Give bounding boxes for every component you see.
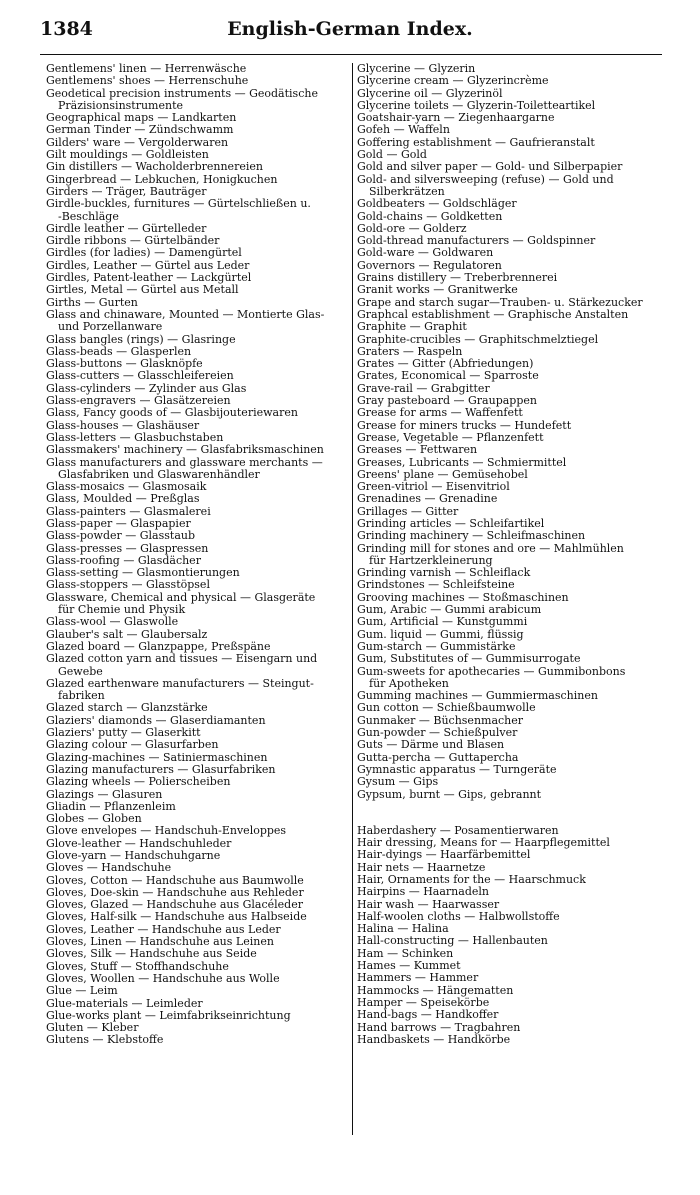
page-title: English-German Index.: [227, 18, 473, 40]
entry-text: Glazing-machines — Satiniermaschinen: [46, 750, 268, 764]
entry-text: Gentlemens' shoes — Herrenschuhe: [46, 74, 249, 88]
entry-text: Glycerine oil — Glyzerinöl: [357, 86, 503, 100]
entry-text: Gold-ware — Goldwaren: [357, 246, 494, 260]
entry-text: Geodetical precision instruments — Geodätische: [46, 86, 318, 100]
entry-text: Glass-cylinders — Zylinder aus Glas: [46, 381, 247, 395]
entry-text: Hair wash — Haarwasser: [357, 897, 500, 911]
entry-text: Gold-chains — Goldketten: [357, 209, 503, 223]
index-entry: [46, 1034, 350, 1046]
entry-text: Glass-powder — Glasstaub: [46, 529, 196, 543]
entry-text: Haberdashery — Posamentierwaren: [357, 823, 559, 837]
entry-text: Grinding machinery — Schleifmaschinen: [357, 529, 586, 543]
entry-text: Glass-presses — Glaspressen: [46, 541, 209, 555]
entry-text: Gofeh — Waffeln: [357, 123, 450, 137]
entry-text: Gloves, Doe-skin — Handschuhe aus Rehleder: [46, 885, 304, 899]
entry-text: Grillages — Gitter: [357, 504, 459, 518]
index-entry: [46, 198, 350, 223]
entry-text: Gin distillers — Wacholderbrennereien: [46, 160, 263, 174]
entry-text: Glass-beads — Glasperlen: [46, 344, 192, 358]
entry-text: Glycerine — Glyzerin: [357, 62, 476, 75]
entry-text: Graters — Raspeln: [357, 344, 463, 358]
entry-text: Geographical maps — Landkarten: [46, 111, 237, 125]
entry-continuation: Präzisionsinstrumente: [58, 98, 184, 112]
entry-text: Glazing manufacturers — Glasurfabriken: [46, 762, 276, 776]
entry-text: Girdles, Patent-leather — Lackgürtel: [46, 271, 252, 285]
header-rule: [40, 54, 662, 55]
entry-text: Hamper — Speisekörbe: [357, 995, 490, 1009]
entry-text: Greases — Fettwaren: [357, 443, 478, 457]
entry-text: Goldbeaters — Goldschläger: [357, 197, 517, 211]
entry-text: Hand barrows — Tragbahren: [357, 1020, 521, 1034]
entry-text: Gum-starch — Gummistärke: [357, 639, 516, 653]
entry-text: Glazings — Glasuren: [46, 787, 163, 801]
entry-text: Gloves, Leather — Handschuhe aus Leder: [46, 922, 281, 936]
entry-text: Granit works — Granitwerke: [357, 283, 518, 297]
entry-text: Gloves, Glazed — Handschuhe aus Glacéleder: [46, 898, 303, 912]
entry-text: Gilt mouldings — Goldleisten: [46, 148, 209, 162]
entry-text: Gilders' ware — Vergolderwaren: [46, 135, 229, 149]
entry-text: Glass-roofing — Glasdächer: [46, 553, 201, 567]
entry-text: Glove envelopes — Handschuh-Enveloppes: [46, 824, 287, 838]
entry-text: Glass-paper — Glaspapier: [46, 516, 191, 530]
entry-text: Gold-ore — Golderz: [357, 221, 467, 235]
section-gap: [357, 801, 663, 825]
entry-text: Glass-painters — Glasmalerei: [46, 504, 211, 518]
entry-text: Glass bangles (rings) — Glasringe: [46, 332, 236, 346]
entry-text: Gloves, Stuff — Stoffhandschuhe: [46, 959, 229, 973]
page-header: [40, 18, 660, 46]
entry-text: Girtles, Metal — Gürtel aus Metall: [46, 283, 239, 297]
entry-text: Glazing wheels — Polierscheiben: [46, 775, 231, 789]
index-entry: [357, 174, 663, 199]
entry-text: Girdle-buckles, furnitures — Gürtelschließen u.: [46, 197, 311, 211]
index-entry: [46, 309, 350, 334]
entry-text: Gliadin — Pflanzenleim: [46, 799, 176, 813]
entry-text: Gold- and silversweeping (refuse) — Gold und: [357, 172, 614, 186]
entry-text: Gum, Substitutes of — Gummisurrogate: [357, 652, 581, 666]
entry-text: Glass manufacturers and glassware merchants —: [46, 455, 323, 469]
entry-text: Hair nets — Haarnetze: [357, 860, 486, 874]
page-number: 1384: [40, 18, 93, 40]
entry-text: Gloves, Silk — Handschuhe aus Seide: [46, 947, 257, 961]
entry-text: Grates — Gitter (Abfriedungen): [357, 357, 534, 371]
entry-continuation: Glasfabriken und Glaswarenhändler: [58, 467, 260, 481]
entry-text: Girders — Träger, Bauträger: [46, 184, 207, 198]
entry-text: Gutta-percha — Guttapercha: [357, 750, 519, 764]
entry-continuation: für Hartzerkleinerung: [369, 553, 493, 567]
entry-text: Hall-constructing — Hallenbauten: [357, 934, 548, 948]
entry-text: Glue-works plant — Leimfabrikseinrichtung: [46, 1008, 291, 1022]
entry-text: Green-vitriol — Eisenvitriol: [357, 480, 510, 494]
entry-text: Globes — Globen: [46, 812, 142, 826]
entry-text: Grape and starch sugar—Trauben- u. Stärkezucker: [357, 295, 643, 309]
entry-text: Gumming machines — Gummiermaschinen: [357, 689, 598, 703]
entry-text: Glass-letters — Glasbuchstaben: [46, 430, 224, 444]
entry-text: Gloves, Linen — Handschuhe aus Leinen: [46, 935, 274, 949]
entry-text: Goatshair-yarn — Ziegenhaargarne: [357, 111, 555, 125]
entry-text: Graphite-crucibles — Graphitschmelztiegel: [357, 332, 599, 346]
entry-text: Grinding varnish — Schleiflack: [357, 566, 531, 580]
entry-text: Glutens — Klebstoffe: [46, 1033, 164, 1047]
entry-continuation: für Apotheken: [369, 676, 449, 690]
entry-text: Glass-buttons — Glasknöpfe: [46, 357, 203, 371]
entry-text: Gold — Gold: [357, 148, 427, 162]
entry-text: Guts — Därme und Blasen: [357, 738, 505, 752]
entry-text: Glove-leather — Handschuhleder: [46, 836, 232, 850]
entry-text: Grease for arms — Waffenfett: [357, 406, 523, 420]
entry-text: Gentlemens' linen — Herrenwäsche: [46, 62, 247, 75]
entry-text: Girths — Gurten: [46, 295, 138, 309]
entry-text: Gingerbread — Lebkuchen, Honigkuchen: [46, 172, 278, 186]
entry-text: Ham — Schinken: [357, 946, 454, 960]
entry-text: Grease, Vegetable — Pflanzenfett: [357, 430, 544, 444]
entry-text: Glass, Moulded — Preßglas: [46, 492, 200, 506]
left-column: [46, 63, 350, 1047]
entry-text: Glazed starch — Glanzstärke: [46, 701, 208, 715]
entry-continuation: fabriken: [58, 689, 105, 703]
entry-text: Glassmakers' machinery — Glasfabriksmaschinen: [46, 443, 324, 457]
entry-text: Glazed board — Glanzpappe, Preßspäne: [46, 639, 271, 653]
right-column: [357, 63, 663, 1046]
entry-text: Grenadines — Grenadine: [357, 492, 498, 506]
entry-text: Glass-mosaics — Glasmosaik: [46, 480, 207, 494]
entry-text: Half-woolen cloths — Halbwollstoffe: [357, 909, 560, 923]
entry-text: Grooving machines — Stoßmaschinen: [357, 590, 569, 604]
entry-text: Goffering establishment — Gaufrieranstalt: [357, 135, 595, 149]
entry-text: Glycerine toilets — Glyzerin-Toiletteartikel: [357, 98, 596, 112]
entry-text: Glazed earthenware manufacturers — Steingut-: [46, 676, 314, 690]
entry-text: Hairpins — Haarnadeln: [357, 885, 489, 899]
entry-text: Handbaskets — Handkörbe: [357, 1032, 511, 1046]
entry-text: Glass-setting — Glasmontierungen: [46, 566, 240, 580]
column-divider: [352, 63, 353, 1135]
entry-continuation: Gewebe: [58, 664, 103, 678]
index-entry: [46, 592, 350, 617]
entry-text: Greens' plane — Gemüsehobel: [357, 467, 528, 481]
entry-text: Glass-houses — Glashäuser: [46, 418, 200, 432]
index-entry: [46, 457, 350, 482]
entry-text: Gysum — Gips: [357, 775, 439, 789]
entry-text: Graphcal establishment — Graphische Anstalten: [357, 307, 629, 321]
index-entry: [46, 88, 350, 113]
entry-text: Hames — Kummet: [357, 959, 461, 973]
index-entry: [357, 789, 663, 801]
entry-text: Glove-yarn — Handschuhgarne: [46, 849, 221, 862]
entry-text: Gum, Arabic — Gummi arabicum: [357, 603, 542, 617]
entry-text: Grinding mill for stones and ore — Mahlmühlen: [357, 541, 624, 555]
index-entry: [46, 653, 350, 678]
entry-text: Glass-cutters — Glasschleifereien: [46, 369, 234, 383]
entry-text: Glaziers' putty — Glaserkitt: [46, 726, 201, 740]
entry-text: Glaziers' diamonds — Glaserdiamanten: [46, 713, 266, 727]
entry-text: Greases, Lubricants — Schmiermittel: [357, 455, 567, 469]
entry-text: Glazed cotton yarn and tissues — Eisengarn und: [46, 652, 318, 666]
entry-text: Glass-engravers — Glasätzereien: [46, 394, 231, 408]
index-entry: [357, 543, 663, 568]
entry-text: Gymnastic apparatus — Turngeräte: [357, 762, 557, 776]
entry-continuation: für Chemie und Physik: [58, 603, 186, 617]
entry-text: Grindstones — Schleifsteine: [357, 578, 515, 592]
index-entry: [357, 666, 663, 691]
index-entry: [357, 1034, 663, 1046]
entry-text: Girdles, Leather — Gürtel aus Leder: [46, 258, 250, 272]
entry-text: Gum-sweets for apothecaries — Gummibonbons: [357, 664, 626, 678]
entry-continuation: und Porzellanware: [58, 320, 163, 334]
entry-text: Girdle ribbons — Gürtelbänder: [46, 234, 220, 248]
entry-text: Hammocks — Hängematten: [357, 983, 514, 997]
entry-text: Gum, Artificial — Kunstgummi: [357, 615, 528, 629]
entry-text: Gold and silver paper — Gold- und Silberpapier: [357, 160, 623, 174]
entry-text: Girdles (for ladies) — Damengürtel: [46, 246, 242, 260]
entry-text: Gloves, Woollen — Handschuhe aus Wolle: [46, 971, 280, 985]
entry-text: Gloves — Handschuhe: [46, 861, 172, 875]
entry-text: Glass, Fancy goods of — Glasbijouteriewaren: [46, 406, 298, 420]
entry-text: Grinding articles — Schleifartikel: [357, 516, 545, 530]
entry-text: Grave-rail — Grabgitter: [357, 381, 490, 395]
entry-text: Glauber's salt — Glaubersalz: [46, 627, 208, 641]
entry-continuation: Silberkrätzen: [369, 184, 445, 198]
entry-text: Hair dressing, Means for — Haarpflegemittel: [357, 836, 610, 850]
entry-text: Grates, Economical — Sparroste: [357, 369, 539, 383]
entry-text: Glass and chinaware, Mounted — Montierte Glas-: [46, 307, 325, 321]
entry-text: Hair, Ornaments for the — Haarschmuck: [357, 873, 586, 886]
entry-text: Hair-dyings — Haarfärbemittel: [357, 848, 531, 862]
entry-text: Gun cotton — Schießbaumwolle: [357, 701, 536, 715]
entry-text: Girdle leather — Gürtelleder: [46, 221, 207, 235]
entry-text: Grease for miners trucks — Hundefett: [357, 418, 572, 432]
entry-text: Graphite — Graphit: [357, 320, 467, 334]
entry-text: German Tinder — Zündschwamm: [46, 123, 234, 137]
entry-text: Gloves, Half-silk — Handschuhe aus Halbseide: [46, 910, 307, 924]
entry-text: Gloves, Cotton — Handschuhe aus Baumwolle: [46, 873, 304, 887]
entry-text: Gypsum, burnt — Gips, gebrannt: [357, 787, 542, 801]
entry-text: Grains distillery — Treberbrennerei: [357, 271, 558, 285]
entry-text: Glue-materials — Leimleder: [46, 996, 203, 1010]
entry-text: Gum. liquid — Gummi, flüssig: [357, 627, 524, 641]
entry-text: Glass-stoppers — Glasstöpsel: [46, 578, 210, 592]
entry-text: Hammers — Hammer: [357, 971, 479, 985]
entry-text: Halina — Halina: [357, 922, 449, 936]
entry-text: Glazing colour — Glasurfarben: [46, 738, 219, 752]
entry-text: Glue — Leim: [46, 984, 118, 998]
entry-continuation: -Beschläge: [58, 209, 119, 223]
entry-text: Gun-powder — Schießpulver: [357, 726, 518, 740]
entry-text: Glassware, Chemical and physical — Glasgeräte: [46, 590, 316, 604]
entry-text: Gold-thread manufacturers — Goldspinner: [357, 234, 596, 248]
entry-text: Governors — Regulatoren: [357, 258, 502, 272]
entry-text: Gunmaker — Büchsenmacher: [357, 713, 524, 727]
index-entry: [46, 678, 350, 703]
entry-text: Glycerine cream — Glyzerincrème: [357, 74, 549, 88]
entry-text: Gluten — Kleber: [46, 1021, 139, 1035]
entry-text: Gray pasteboard — Graupappen: [357, 394, 537, 408]
entry-text: Hand-bags — Handkoffer: [357, 1008, 499, 1022]
entry-text: Glass-wool — Glaswolle: [46, 615, 179, 629]
